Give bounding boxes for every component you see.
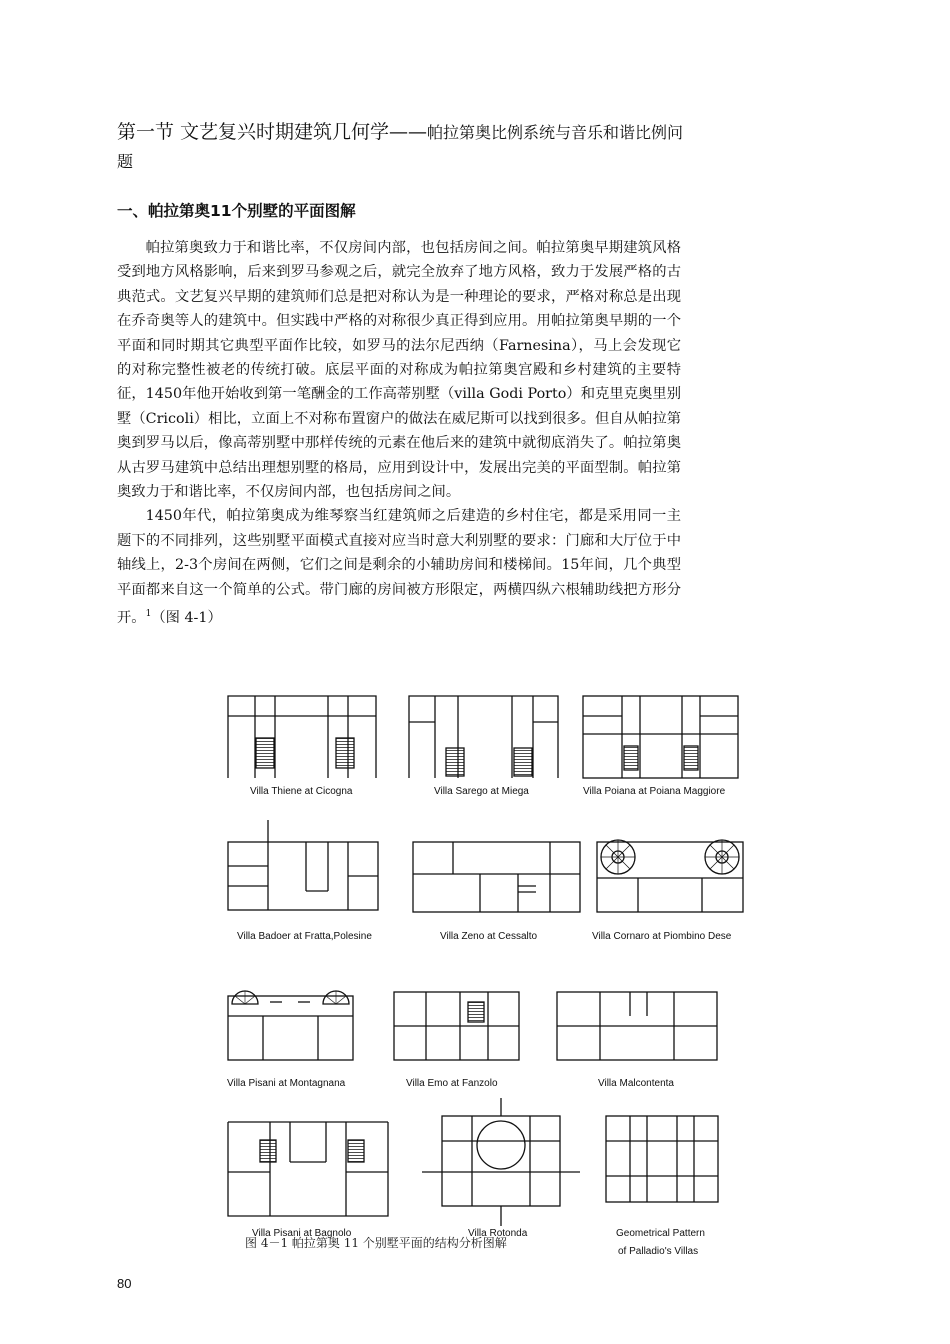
section-title-main: 第一节 文艺复兴时期建筑几何学——	[117, 121, 428, 143]
figure-caption: 图 4－1 帕拉第奥 11 个别墅平面的结构分析图解	[245, 1236, 507, 1250]
plan-villa-poiana	[583, 696, 738, 778]
plan-villa-pisani-montagnana	[228, 991, 353, 1060]
figure-reference: （图 4-1）	[151, 609, 222, 626]
body-text	[117, 236, 681, 630]
plan-label: Villa Sarego at Miega	[434, 786, 529, 797]
plan-label-line2: of Palladio's Villas	[618, 1246, 699, 1257]
plan-label: Villa Zeno at Cessalto	[440, 931, 538, 942]
plan-villa-malcontenta	[557, 992, 717, 1060]
villa-plans-figure	[210, 686, 770, 1266]
plan-label: Villa Rotonda	[468, 1228, 528, 1239]
plan-villa-emo	[394, 992, 519, 1060]
plan-geometrical-pattern	[606, 1116, 718, 1202]
plan-villa-thiene	[228, 696, 376, 778]
plan-label: Villa Badoer at Fratta,Polesine	[237, 931, 372, 942]
plan-villa-zeno	[413, 842, 580, 912]
plan-label: Villa Poiana at Poiana Maggiore	[583, 786, 726, 797]
plan-label: Villa Cornaro at Piombino Dese	[592, 931, 732, 942]
section-title	[117, 118, 697, 176]
paragraph-2	[117, 504, 681, 630]
plan-villa-badoer	[228, 820, 378, 910]
plan-label: Villa Pisani at Montagnana	[227, 1078, 346, 1089]
plan-villa-cornaro	[597, 840, 743, 912]
villa-plans-drawing	[210, 686, 770, 1266]
paragraph-2-text: 1450年代，帕拉第奥成为维琴察当红建筑师之后建造的乡村住宅，都是采用同一主题下的不同排列，这些别墅平面模式直接对应当时意大利别墅的要求：门廊和大厅位于中轴线上，2-3个房间在两侧，它们之间是剩余的小辅助房间和楼梯间。15年间，几个典型平面都来自这一个简单的公式。带门廊的房间被方形限定，两横四纵六根辅助线把方形分开。	[117, 508, 681, 626]
plan-villa-pisani-bagnolo	[228, 1122, 388, 1216]
plan-label: Geometrical Pattern	[616, 1228, 705, 1239]
page-number: 80	[117, 1276, 132, 1291]
plan-label: Villa Pisani at Bagnolo	[252, 1228, 352, 1239]
paragraph-1: 帕拉第奥致力于和谐比率，不仅房间内部，也包括房间之间。帕拉第奥早期建筑风格受到地方风格影响，后来到罗马参观之后，就完全放弃了地方风格，致力于发展严格的古典范式。文艺复兴早期的建筑师们总是把对称认为是一种理论的要求，严格对称总是出现在乔奇奥等人的建筑中。但实践中严格的对称很少真正得到应用。用帕拉第奥早期的一个平面和同时期其它典型平面作比较，如罗马的法尔尼西纳（Farnesina），马上会发现它的对称完整性被老的传统打破。底层平面的对称成为帕拉第奥宫殿和乡村建筑的主要特征，1450年他开始收到第一笔酬金的工作高蒂别墅（villa Godi Porto）和克里克奥里别墅（Cricoli）相比，立面上不对称布置窗户的做法在威尼斯可以找到很多。但自从帕拉第奥到罗马以后，像高蒂别墅中那样传统的元素在他后来的建筑中就彻底消失了。帕拉第奥从古罗马建筑中总结出理想别墅的格局，应用到设计中，发展出完美的平面型制。帕拉第奥致力于和谐比率，不仅房间内部，也包括房间之间。	[117, 240, 681, 501]
section-title-rest: 帕拉第奥比例系统与音乐和谐比例问题	[117, 123, 684, 171]
subheading: 一、帕拉第奥11个别墅的平面图解	[117, 202, 356, 220]
plan-label: Villa Malcontenta	[598, 1078, 674, 1089]
plan-label: Villa Thiene at Cicogna	[250, 786, 353, 797]
footnote-marker: 1	[145, 609, 152, 620]
plan-villa-sarego	[409, 696, 558, 778]
plan-label: Villa Emo at Fanzolo	[406, 1078, 498, 1089]
plan-villa-rotonda	[422, 1098, 580, 1226]
